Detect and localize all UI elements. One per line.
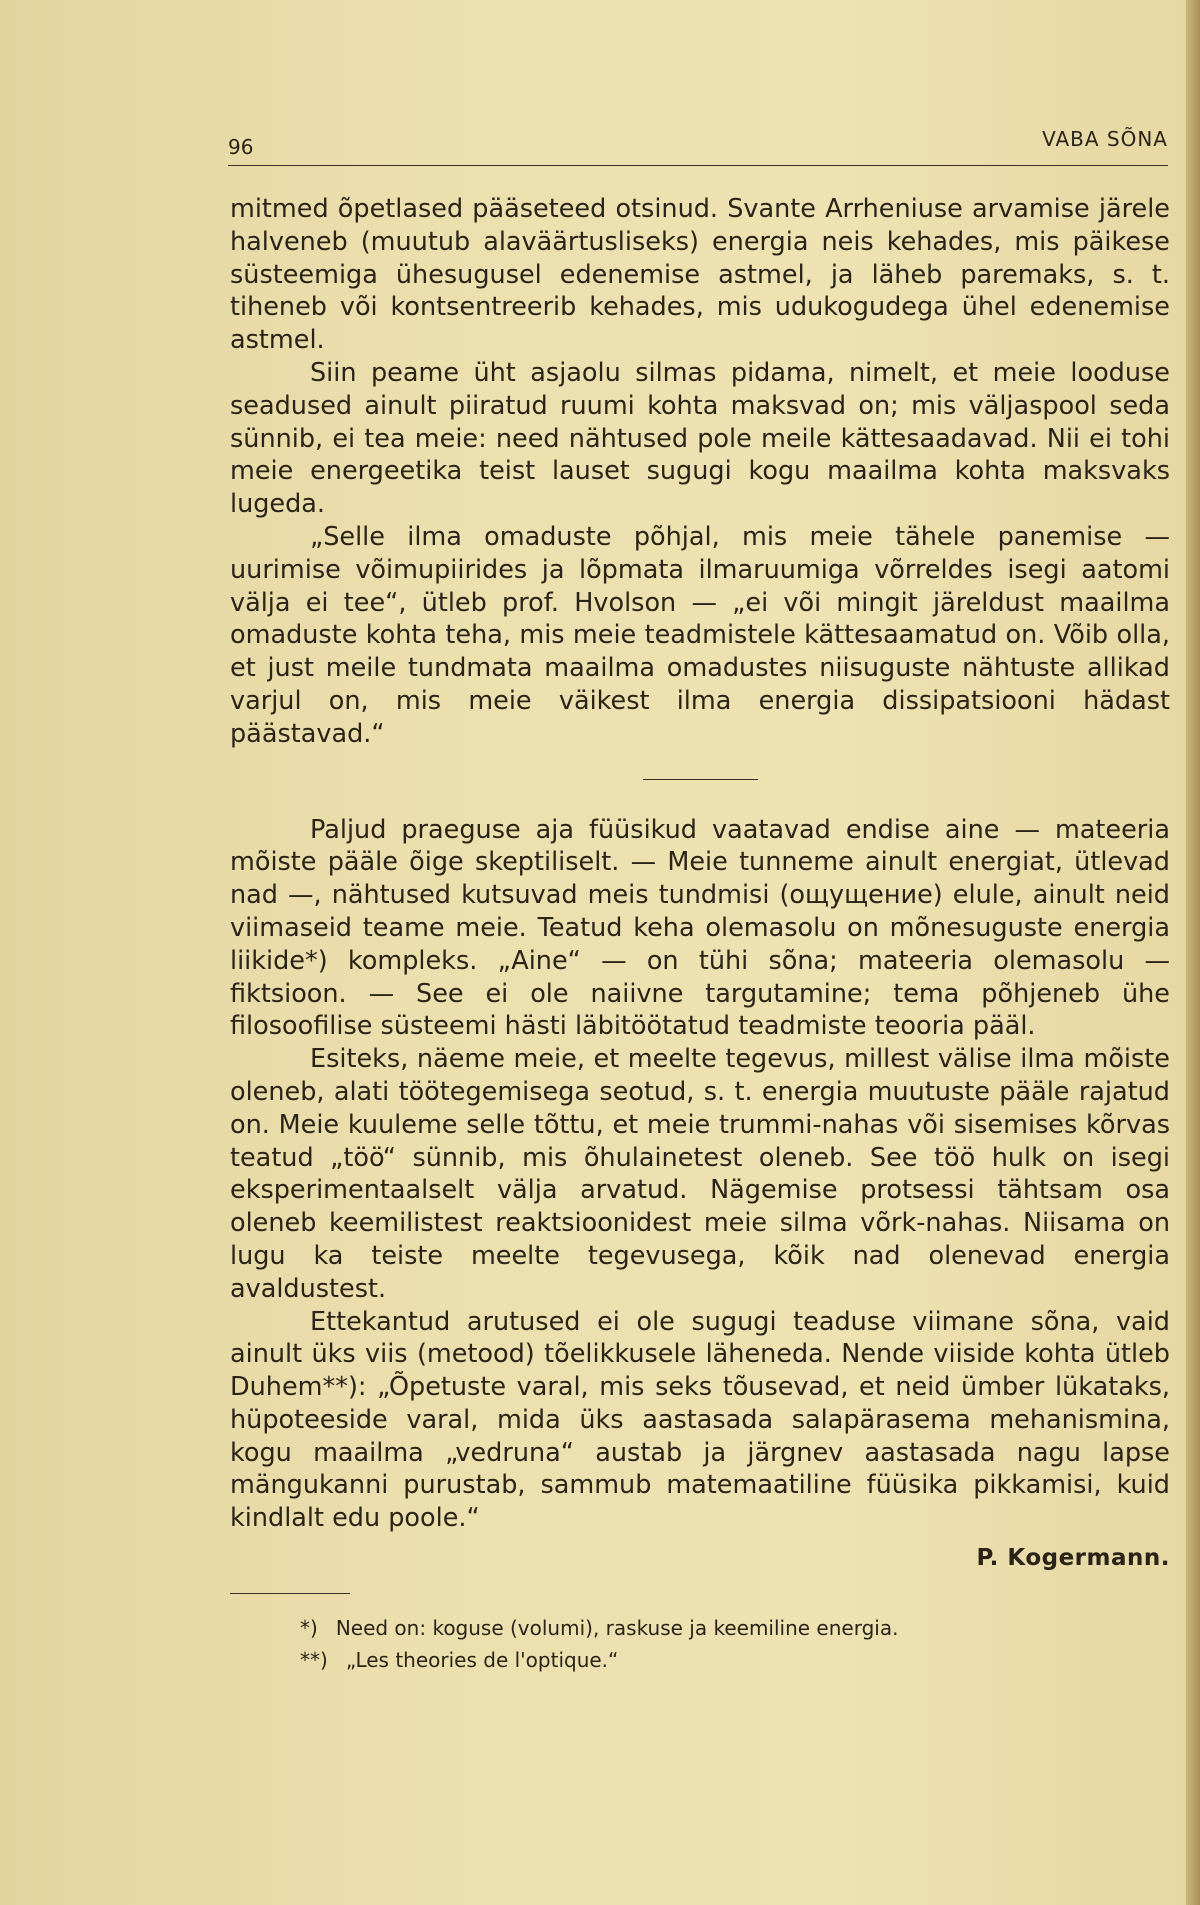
paragraph: Paljud praeguse aja füüsikud vaatavad endise aine — mateeria mõiste pääle õige skeptiliselt. — Meie tunneme ainult energiat, ütlevad nad —, nähtused kutsuvad meis tundmisi (ощущение) elule, ainult neid viimaseid teame meie. Teatud keha olemasolu on mõnesuguste energia liikide*) kompleks. „Aine“ — on tühi sõna; mateeria olemasolu — fiktsioon. — See ei ole naiivne targutamine; tema põhjeneb ühe filosoofilise süsteemi hästi läbitöötatud teadmiste teooria pääl. (230, 814, 1170, 1042)
author-signature: P. Kogermann. (976, 1545, 1170, 1572)
footnote (230, 1644, 1170, 1676)
section-divider (643, 779, 758, 780)
footnote-mark: **) (300, 1648, 328, 1673)
page-header (228, 127, 1168, 171)
running-title: VABA SÕNA (1042, 127, 1168, 151)
page-edge (1186, 0, 1200, 1905)
footnote-mark: *) (300, 1616, 318, 1641)
footnote (230, 1612, 1170, 1644)
paragraph: Siin peame üht asjaolu silmas pidama, nimelt, et meie looduse seadused ainult piiratud ruumi kohta maksvad on; mis väljaspool seda sünnib, ei tea meie: need nähtused pole meile kättesaadavad. Nii ei tohi meie energeetika teist lauset sugugi kogu maailma kohta maksvaks lugeda. (230, 357, 1170, 520)
page-number: 96 (228, 135, 254, 159)
paragraph: Ettekantud arutused ei ole sugugi teaduse viimane sõna, vaid ainult üks viis (metood) tõelikkusele läheneda. Nende viiside kohta ütleb Duhem**): „Õpetuste varal, mis seks tõusevad, et neid ümber lükataks, hüpoteeside varal, mida üks aastasada salapärasema mehanismina, kogu maailma „vedruna“ austab ja järgnev aastasada nagu lapse mängukanni purustab, sammub matemaatiline füüsika pikkamisi, kuid kindlalt edu poole.“ (230, 1306, 1170, 1534)
article-body (230, 193, 1170, 1676)
header-rule (228, 165, 1168, 166)
footnote-text: Need on: koguse (volumi), raskuse ja keemiline energia. (335, 1616, 899, 1641)
paragraph: „Selle ilma omaduste põhjal, mis meie tähele panemise — uurimise võimupiirides ja lõpmata ilmaruumiga võrreldes isegi aatomi välja ei tee“, ütleb prof. Hvolson — „ei või mingit järeldust maailma omaduste kohta teha, mis meie teadmistele kättesaamatud on. Võib olla, et just meile tundmata maailma omadustes niisuguste nähtuste allikad varjul on, mis meie väikest ilma energia dissipatsiooni hädast päästavad.“ (230, 521, 1170, 749)
paragraph: Esiteks, näeme meie, et meelte tegevus, millest välise ilma mõiste oleneb, alati töötegemisega seotud, s. t. energia muutuste pääle rajatud on. Meie kuuleme selle tõttu, et meie trummi-nahas või sisemises kõrvas teatud „töö“ sünnib, mis õhulainetest oleneb. See töö hulk on isegi eksperimentaalselt välja arvatud. Nägemise protsessi tähtsam osa oleneb keemilistest reaktsioonidest meie silma võrk-nahas. Niisama on lugu ka teiste meelte tegevusega, kõik nad olenevad energia avaldustest. (230, 1044, 1170, 1304)
footnote-rule (230, 1593, 350, 1594)
footnote-text: „Les theories de l'optique.“ (345, 1648, 619, 1673)
paragraph: mitmed õpetlased pääseteed otsinud. Svante Arrheniuse arvamise järele halveneb (muutub alaväärtusliseks) energia neis kehades, mis päikese süsteemiga ühesugusel edenemise astmel, ja läheb paremaks, s. t. tiheneb või kontsentreerib kehades, mis udukogudega ühel edenemise astmel. (230, 194, 1170, 356)
